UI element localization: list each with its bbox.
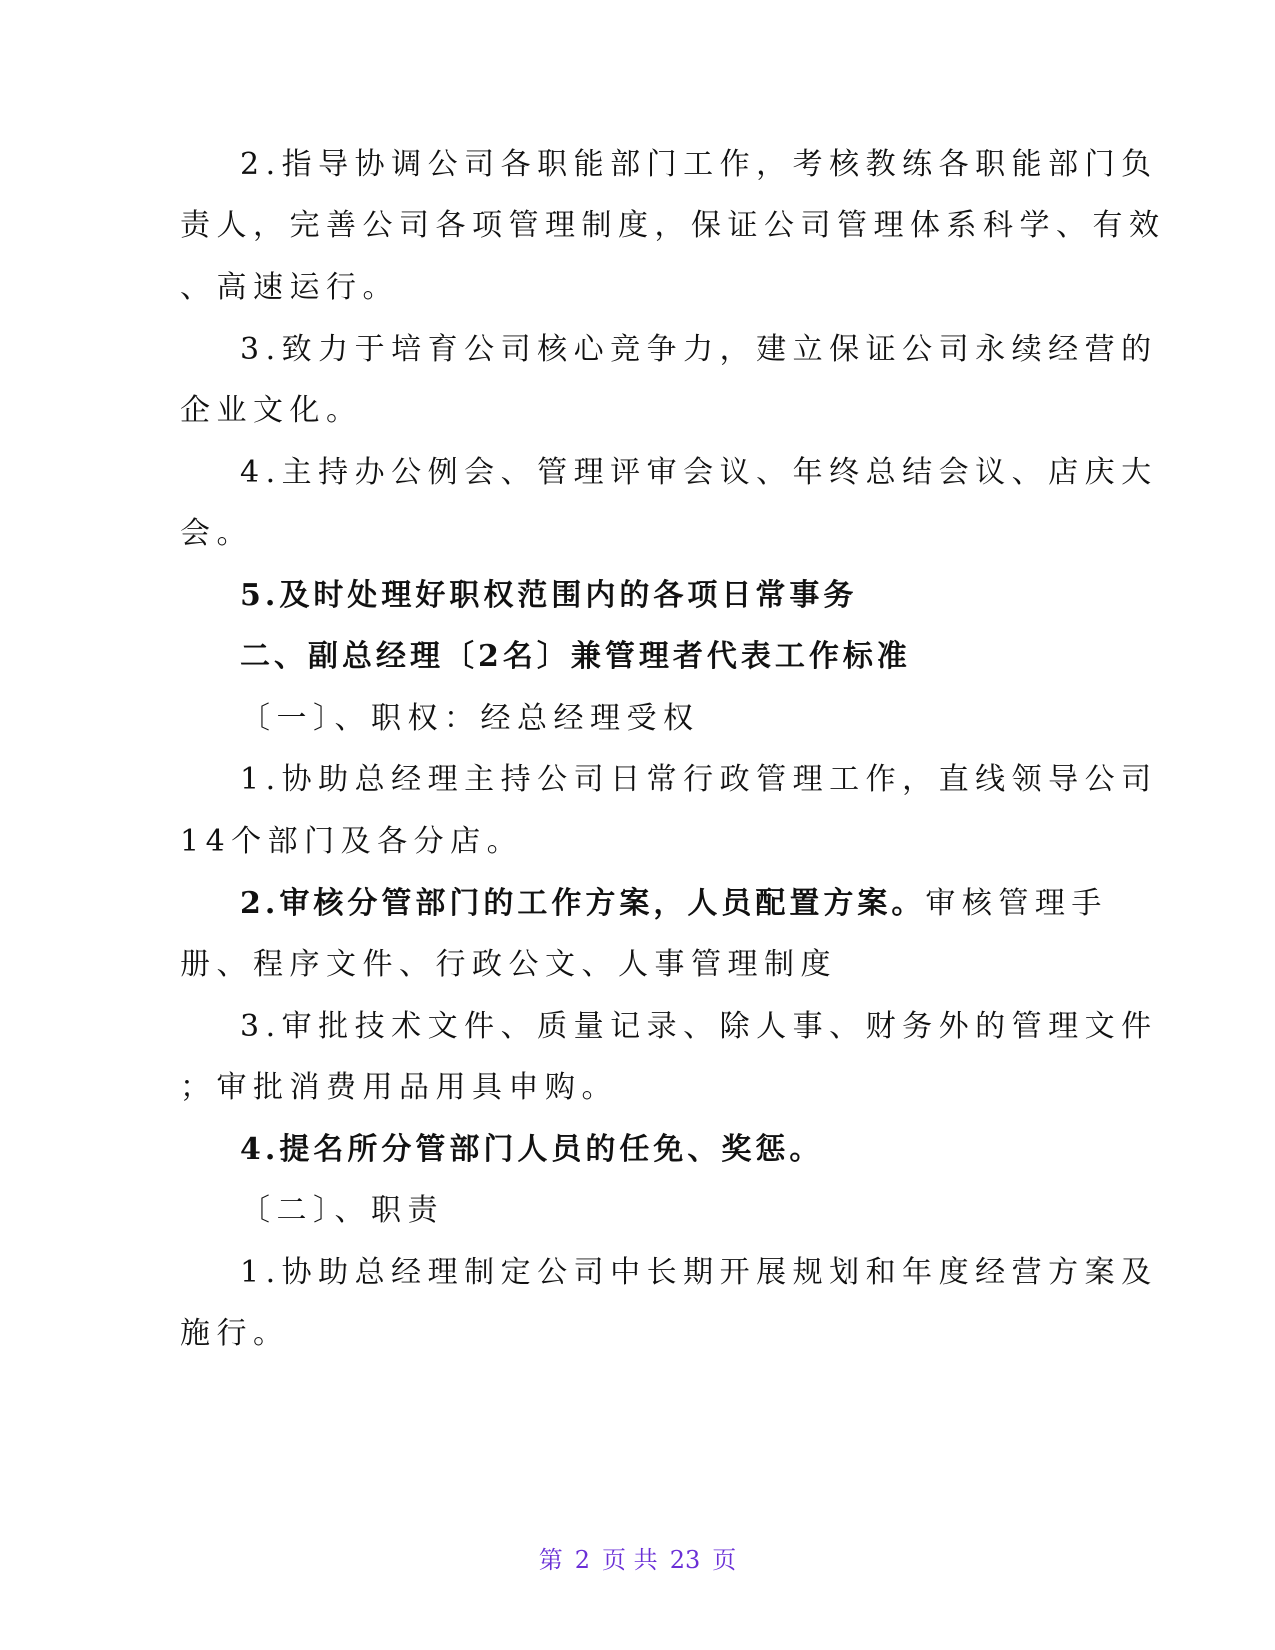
paragraph-line: 企业文化。 [180,393,363,428]
paragraph-line: 册、程序文件、行政公文、人事管理制度 [180,947,837,982]
subsection-heading: 〔一〕、职权：经总经理受权 [240,701,700,736]
paragraph-line: 4.主持办公例会、管理评审会议、年终总结会议、店庆大 [240,455,1158,490]
footer-middle: 页 共 [602,1546,658,1574]
footer-suffix: 页 [712,1546,737,1574]
paragraph-line: 、高速运行。 [180,270,399,305]
paragraph-line: 责人，完善公司各项管理制度，保证公司管理体系科学、有效 [180,208,1166,243]
paragraph-line: 3.审批技术文件、质量记录、除人事、财务外的管理文件 [240,1009,1158,1044]
footer-total-pages: 23 [669,1546,701,1574]
page-number-footer [0,1545,1275,1575]
footer-prefix: 第 [538,1546,563,1574]
bold-text: 2.审核分管部门的工作方案，人员配置方案。 [240,886,926,921]
paragraph-line: 施行。 [180,1316,290,1351]
footer-current-page: 2 [574,1546,591,1574]
section-heading: 二、副总经理〔2名〕兼管理者代表工作标准 [240,639,911,674]
paragraph-line: 会。 [180,516,253,551]
subsection-heading: 〔二〕、职责 [240,1193,444,1228]
bold-paragraph: 4.提名所分管部门人员的任免、奖惩。 [240,1132,824,1167]
paragraph-line: 14个部门及各分店。 [180,824,524,859]
paragraph-line: 1.协助总经理制定公司中长期开展规划和年度经营方案及 [240,1255,1158,1290]
paragraph-line: 3.致力于培育公司核心竞争力，建立保证公司永续经营的 [240,332,1158,367]
paragraph-line: 2.指导协调公司各职能部门工作，考核教练各职能部门负 [240,147,1158,182]
paragraph-line: 1.协助总经理主持公司日常行政管理工作，直线领导公司 [240,762,1158,797]
paragraph-line: ；审批消费用品用具申购。 [180,1070,618,1105]
bold-paragraph: 5.及时处理好职权范围内的各项日常事务 [240,578,858,613]
normal-text: 审核管理手 [925,886,1108,921]
paragraph-line [240,884,1108,924]
